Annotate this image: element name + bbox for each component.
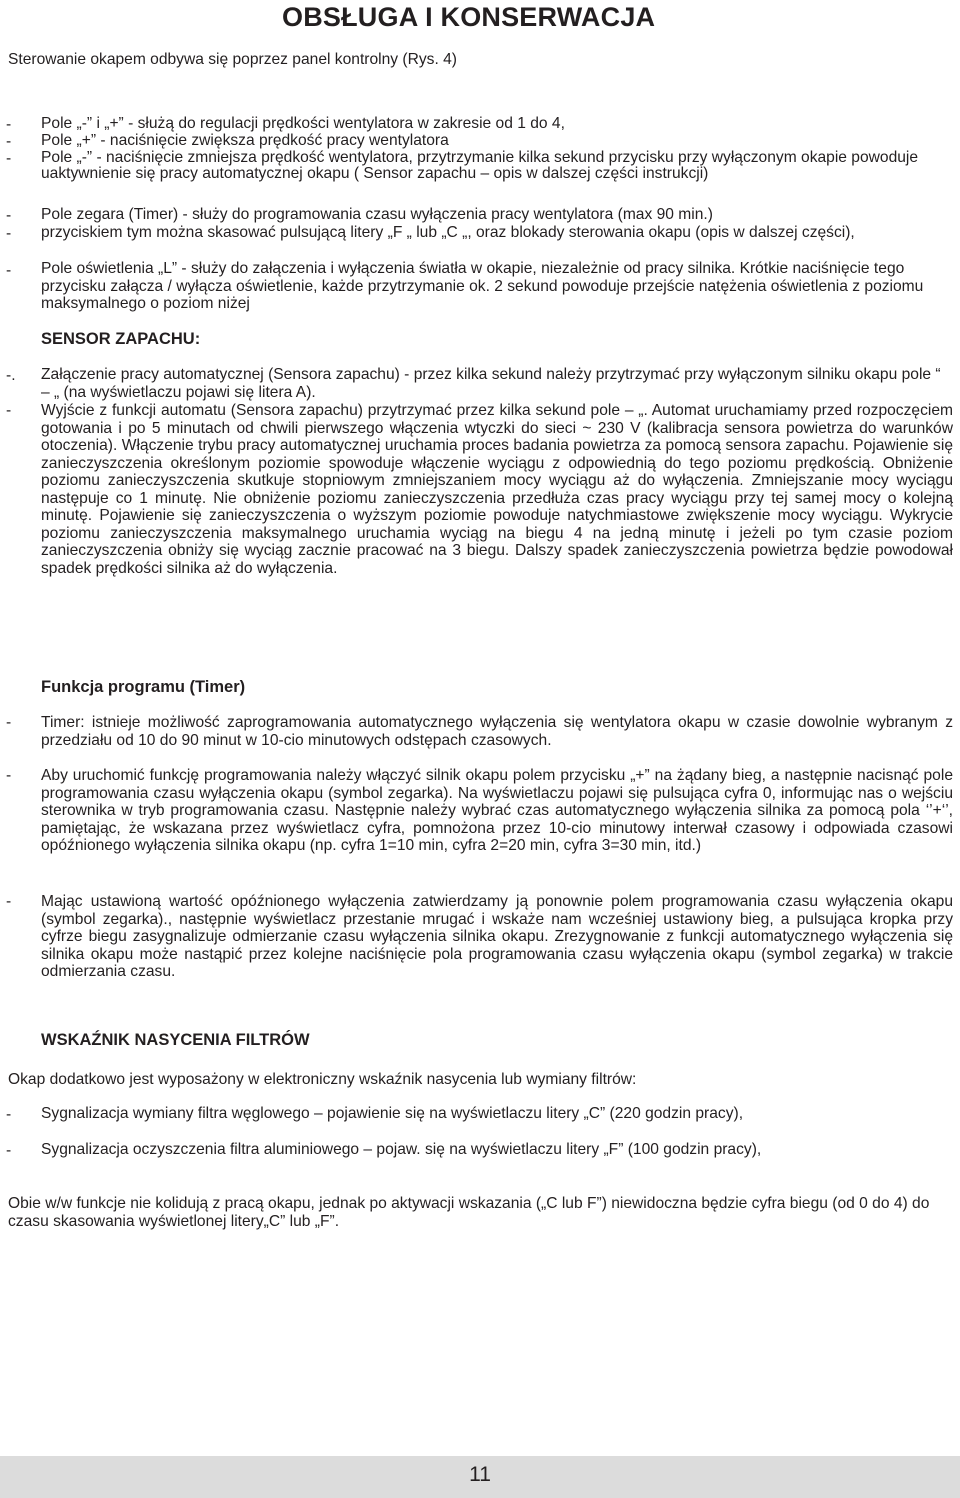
bullet-dash: - bbox=[6, 116, 12, 133]
bullet-dash: - bbox=[6, 893, 12, 910]
list-item-filter: Sygnalizacja oczyszczenia filtra aluminiowego – pojaw. się na wyświetlaczu litery „F” (100 godzin pracy), bbox=[41, 1141, 762, 1158]
list-item-control: Pole „-” i „+” - służą do regulacji prędkości wentylatora w zakresie od 1 do 4, bbox=[41, 115, 565, 132]
list-item-control: Pole oświetlenia „L” - służy do załączenia i wyłączenia światła w okapie, niezależnie od pracy silnika. Krótkie naciśnięcie tego przycisku załącza / wyłącza oświetlenie, każde przytrzymanie ok. 2 sekund powoduje przejście natężenia oświetlenia z poziomu maksymalnego o poziom niżej bbox=[41, 260, 924, 312]
intro-text: Sterowanie okapem odbywa się poprzez panel kontrolny (Rys. 4) bbox=[8, 51, 457, 68]
list-item-control: Pole zegara (Timer) - służy do programowania czasu wyłączenia pracy wentylatora (max 90 min.) bbox=[41, 206, 713, 223]
bullet-dash: - bbox=[6, 133, 12, 150]
list-item-sensor: Wyjście z funkcji automatu (Sensora zapachu) przytrzymać przez kilka sekund pole – „. Automat uruchamiamy przed rozpoczęciem gotowania i po 5 minutach od chwili pierwszego włączenia wtyczki do sieci ~ 230 V (kalibracja sensora powietrza do warunków otoczenia). Włączenie trybu pracy automatycznej uruchamia proces badania powietrza za pomocą sensora zapachu. Pojawienie się zanieczyszczenia określonym poziomie spowoduje włączenie wyciągu z odpowiednią do tego poziomu prędkością. Obniżenie poziomu zanieczyszczenia skutkuje stopniowym zmniejszaniem mocy wyciągu aż do wyłączenia. Zmniejszanie mocy wyciągu następuje co 1 minutę. Nie obniżenie poziomu zanieczyszczenia przedłuża czas pracy wyciągu przy tej samej mocy o kolejną minutę. Pojawienie się zanieczyszczenia o wyższym poziomie powoduje natychmiastowe zwiększenie mocy wyciągu. Wykrycie poziomu zanieczyszczenia maksymalnego uruchamia wyciąg na biegu 4 na jedną minutę i jeżeli po tym czasie poziom zanieczyszczenia obniży się wyciąg zacznie pracować na 3 biegu. Dalszy spadek zanieczyszczenia powietrza będzie powodował spadek prędkości silnika aż do wyłączenia. bbox=[41, 402, 953, 577]
list-item-control: Pole „-” - naciśnięcie zmniejsza prędkość wentylatora, przytrzymanie kilka sekund przycisku przy wyłączonym okapie powoduje uaktywnienie się pracy automatycznej okapu ( Sensor zapachu – opis w dalszej części instrukcji) bbox=[41, 149, 919, 182]
bullet-dash: - bbox=[6, 1142, 12, 1159]
bullet-dash: - bbox=[6, 225, 12, 242]
page-title: OBSŁUGA I KONSERWACJA bbox=[282, 2, 656, 32]
bullet-dash: -. bbox=[6, 367, 16, 384]
list-item-timer: Mając ustawioną wartość opóźnionego wyłączenia zatwierdzamy ją ponownie polem programowania czasu wyłączenia okapu (symbol zegarka)., następnie wyświetlacz przestanie mrugać i wskaże nam wcześniej ustawiony bieg, a pulsująca kropka przy cyfrze biegu zasygnalizuje odmierzanie czasu wyłączenia silnika okapu. Zrezygnowanie z funkcji automatycznego wyłączenia się silnika okapu może nastąpić przez kolejne naciśnięcie pola programowania czasu wyłączenia okapu (symbol zegarka) w trakcie odmierzania czasu. bbox=[41, 893, 953, 980]
bullet-dash: - bbox=[6, 1106, 12, 1123]
bullet-dash: - bbox=[6, 714, 12, 731]
bullet-dash: - bbox=[6, 207, 12, 224]
list-item-control: Pole „+” - naciśnięcie zwiększa prędkość pracy wentylatora bbox=[41, 132, 449, 149]
bullet-dash: - bbox=[6, 262, 12, 279]
filters-intro: Okap dodatkowo jest wyposażony w elektroniczny wskaźnik nasycenia lub wymiany filtrów: bbox=[8, 1071, 637, 1088]
section-heading-timer: Funkcja programu (Timer) bbox=[41, 678, 246, 696]
page-number: 11 bbox=[469, 1463, 491, 1486]
section-heading-filters: WSKAŹNIK NASYCENIA FILTRÓW bbox=[41, 1031, 310, 1049]
bullet-dash: - bbox=[6, 150, 12, 167]
list-item-timer: Aby uruchomić funkcję programowania należy włączyć silnik okapu polem przycisku „+” na żądany bieg, a następnie nacisnąć pole programowania czasu wyłączenia okapu (symbol zegarka). Na wyświetlaczu pojawi się pulsująca cyfra 0, informując nas o wejściu sterownika w tryb programowania czasu. Następnie należy wybrać czas automatycznego wyłączenia silnika za pomocą pola ‘’+‘’, pamiętając, że wskazana przez wyświetlacz cyfra, pomnożona przez 10-cio minutowy interwał czasowy i odpowiada czasowi opóźnionego wyłączenia silnika okapu (np. cyfra 1=10 min, cyfra 2=20 min, cyfra 3=30 min, itd.) bbox=[41, 767, 953, 854]
bullet-dash: - bbox=[6, 767, 12, 784]
list-item-sensor: Załączenie pracy automatycznej (Sensora zapachu) - przez kilka sekund należy przytrzymać przy wyłączonym silniku okapu pole “ – „ (na wyświetlaczu pojawi się litera A). bbox=[41, 366, 941, 401]
list-item-filter: Sygnalizacja wymiany filtra węglowego – pojawienie się na wyświetlaczu litery „C” (220 godzin pracy), bbox=[41, 1105, 744, 1122]
section-heading-sensor: SENSOR ZAPACHU: bbox=[41, 330, 201, 348]
list-item-timer: Timer: istnieje możliwość zaprogramowania automatycznego wyłączenia się wentylatora okapu w czasie dowolnie wybranym z przedziału od 10 do 90 minut w 10-cio minutowych odstępach czasowych. bbox=[41, 714, 953, 749]
list-item-control: przyciskiem tym można skasować pulsującą litery „F „ lub „C „, oraz blokady sterowania okapu (opis w dalszej części), bbox=[41, 224, 855, 241]
filters-note: Obie w/w funkcje nie kolidują z pracą okapu, jednak po aktywacji wskazania („C lub F”) niewidoczna będzie cyfra biegu (od 0 do 4) do czasu skasowania wyświetlonej litery„C” lub „F”. bbox=[8, 1195, 930, 1230]
bullet-dash: - bbox=[6, 402, 12, 419]
